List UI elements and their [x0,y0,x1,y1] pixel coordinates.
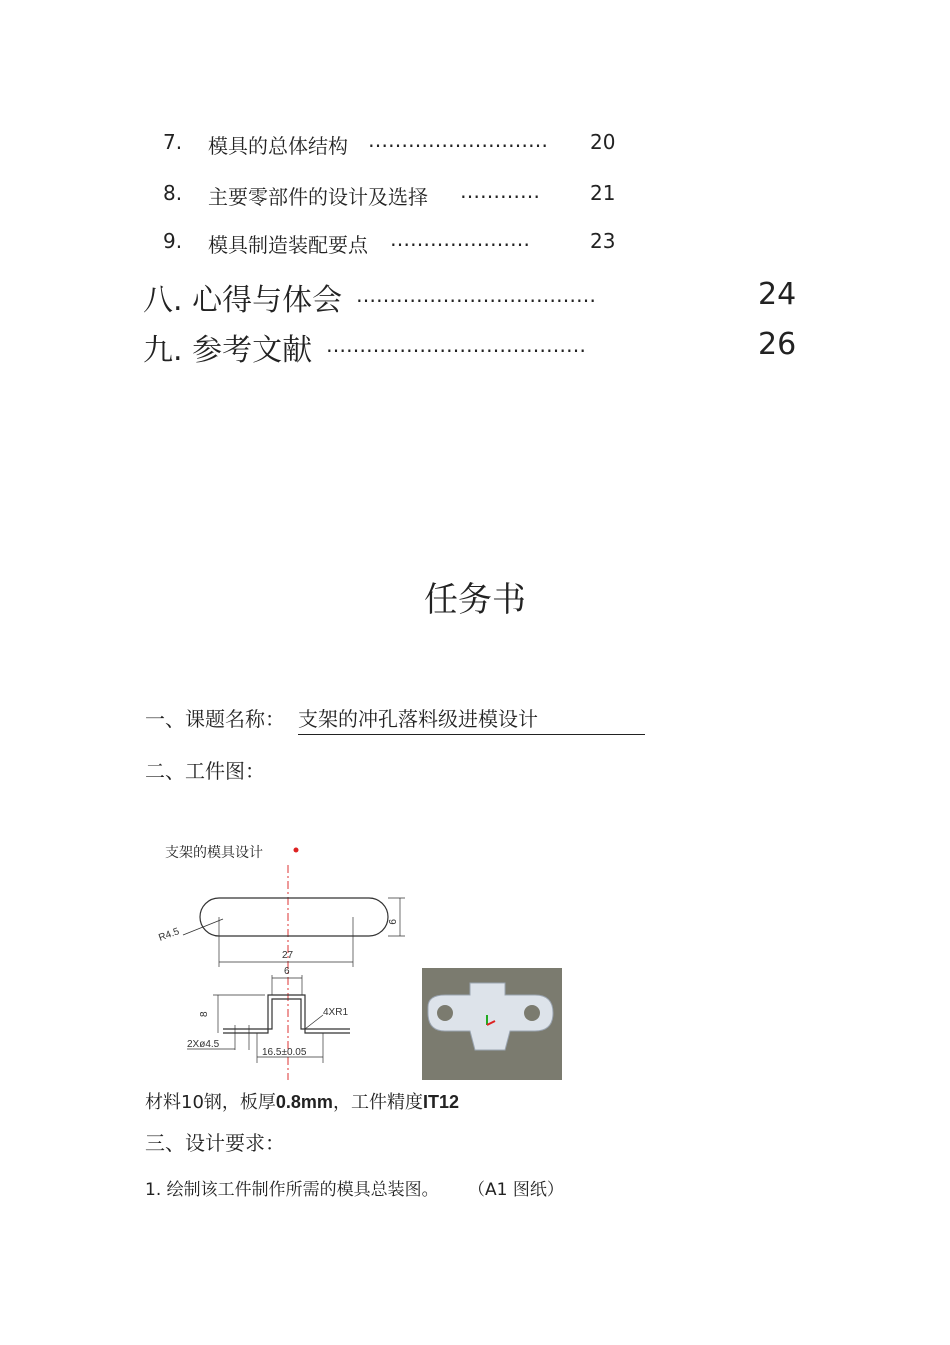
marker-dot [294,848,299,853]
toc-leader: ………………… [390,227,530,251]
toc-number: 9. [163,229,183,253]
toc-title: 模具的总体结构 [208,134,348,158]
toc-number: 8. [163,181,183,205]
dim-vertical: 8 [199,1011,210,1017]
render-hole-left [437,1005,453,1021]
workpiece-drawing [145,835,575,1085]
toc-page: 26 [758,327,797,362]
material-caption [145,1088,459,1114]
requirement-note: （A1 图纸） [468,1180,564,1200]
section-label: 三、设计要求： [145,1131,285,1155]
workpiece-figure [145,835,575,1085]
toc-title: 模具制造装配要点 [208,233,368,257]
caption-thickness: 0.8mm [275,1092,333,1112]
toc-leader: ………… [460,179,540,203]
toc-leader: ……………………………… [356,283,596,307]
figure-title: 支架的模具设计 [165,845,263,861]
dim-bend: 4XR1 [323,1007,349,1018]
toc-leader: ……………………… [368,128,548,152]
requirement-item: 1. 绘制该工件制作所需的模具总装图。 [145,1180,439,1200]
project-title: 支架的冲孔落料级进模设计 [298,703,645,735]
render-hole-right [524,1005,540,1021]
toc-leader: ………………………………… [326,333,586,357]
toc-major-title: 八. 心得与体会 [143,283,343,318]
page-heading: 任务书 [424,580,526,620]
toc-title: 主要零部件的设计及选择 [208,185,428,209]
dim-spacing: 16.5±0.05 [262,1047,307,1058]
toc-page: 20 [590,130,616,154]
toc-page: 23 [590,229,616,253]
slot-outline [200,898,388,936]
toc-number: 7. [163,130,183,154]
caption-mid: ，工件精度 [332,1092,423,1113]
section-label: 二、工件图： [145,759,265,783]
dim-radius: R4.5 [157,926,181,944]
toc-major-title: 九. 参考文献 [143,333,313,368]
dim-length: 27 [282,950,294,961]
toc-page: 24 [758,277,797,312]
dim-height: 9 [386,919,397,925]
dim-width: 6 [284,966,290,977]
dim-holes: 2Xø4.5 [187,1039,220,1050]
section-label: 一、课题名称： [145,707,285,731]
caption-precision: IT12 [422,1092,459,1112]
toc-page: 21 [590,181,616,205]
caption-pre: 材料10钢，板厚 [145,1092,276,1113]
